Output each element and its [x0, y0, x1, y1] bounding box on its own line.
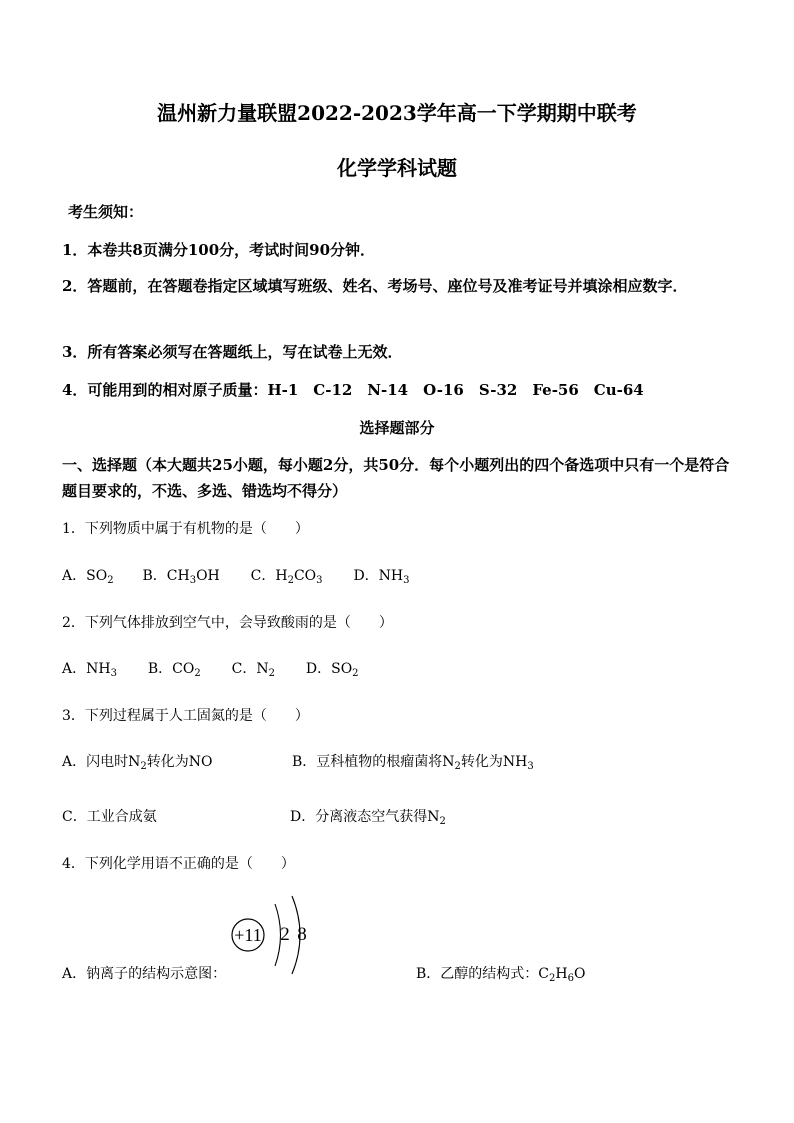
question-2-options	[62, 658, 359, 678]
sodium-ion-structure-diagram	[228, 892, 328, 976]
question-3-stem: 3．下列过程属于人工固氮的是（ ）	[62, 708, 309, 724]
q1-option-b[interactable]: B．$CH_3OH$	[142, 568, 220, 586]
question-1-options	[62, 565, 410, 585]
q2-option-c[interactable]: C．$N_2$	[231, 661, 275, 679]
q2-option-d[interactable]: D．$SO_2$	[305, 661, 359, 679]
q4-option-a[interactable]: A．钠离子的结构示意图：	[62, 966, 227, 982]
q2-option-b[interactable]: B．$CO_2$	[147, 661, 201, 679]
exam-title: 温州新力量联盟2022-2023学年高一下学期期中联考	[157, 101, 637, 125]
q3-option-c[interactable]: C．工业合成氨	[62, 809, 157, 825]
notice-item-2: 2．答题前，在答题卷指定区域填写班级、姓名、考场号、座位号及准考证号并填涂相应数字．	[62, 277, 688, 295]
q3-option-a[interactable]: A．闪电时$N_2$转化为NO	[62, 754, 213, 772]
question-1-stem: 1．下列物质中属于有机物的是（ ）	[62, 521, 309, 537]
electron-shell-2-count: 8	[297, 924, 307, 945]
q1-option-d[interactable]: D．$NH_3$	[353, 568, 410, 586]
exam-subtitle: 化学学科试题	[337, 156, 457, 180]
question-4-stem: 4．下列化学用语不正确的是（ ）	[62, 856, 295, 872]
notice-item-4: 4．可能用到的相对原子质量：H-1 C-12 N-14 O-16 S-32 Fe-56 Cu-64	[62, 381, 644, 399]
nucleus-charge: +11	[234, 925, 262, 945]
section-heading: 一、选择题（本大题共25小题，每小题2分，共50分．每个小题列出的四个备选项中只有一个是符合题目要求的，不选、多选、错选均不得分）	[62, 456, 730, 500]
q1-option-c[interactable]: C．$H_2CO_3$	[250, 568, 323, 586]
notice-item-1: 1．本卷共8页满分100分，考试时间90分钟．	[62, 241, 376, 259]
notice-heading: 考生须知：	[68, 203, 144, 221]
electron-shell-1-count: 2	[280, 924, 290, 945]
section-part-title: 选择题部分	[359, 419, 435, 437]
q4-option-b[interactable]: B．乙醇的结构式：$C_2H_6O$	[416, 966, 586, 984]
q3-option-d[interactable]: D．分离液态空气获得$N_2$	[290, 809, 446, 827]
q2-option-a[interactable]: A．$NH_3$	[62, 661, 117, 679]
question-2-stem: 2．下列气体排放到空气中，会导致酸雨的是（ ）	[62, 615, 393, 631]
q3-option-b[interactable]: B．豆科植物的根瘤菌将$N_2$转化为$NH_3$	[292, 754, 534, 772]
q1-option-a[interactable]: A．$SO_2$	[62, 568, 114, 586]
notice-item-3: 3．所有答案必须写在答题纸上，写在试卷上无效．	[62, 343, 403, 361]
